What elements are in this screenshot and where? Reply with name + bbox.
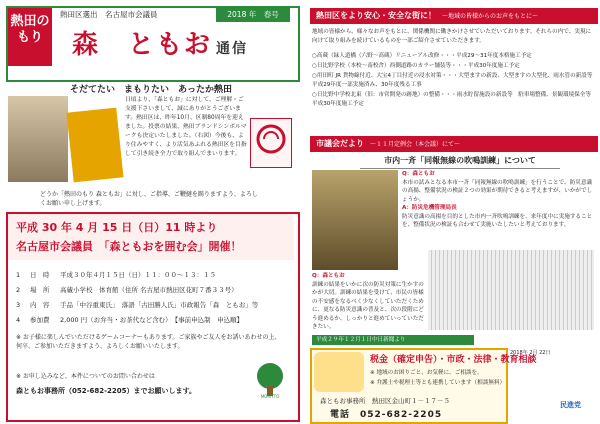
- office-phone: 電話 052-682-2205: [330, 410, 443, 420]
- event-note-2: ※ お申し込みなど、本件についてのお問い合わせは: [16, 373, 155, 380]
- a-text: 防災意識の高揚を目的とした市内一斉吹鳴訓練を、来年度中に実施することを、整備状況の検証も合わせて実施いたしたいと考えております。: [402, 213, 593, 228]
- section-council-header: [310, 136, 598, 152]
- q2-text: 訓練の結果をいかに次の防災対策に生かすのかが大切。訓練の結果を受けて、市民の皆様の不安感をなるべく少なくしていただくために、更なる防災意識の普及と、次の段階にどう進めるか、しっかりと進めていっていただきたい。: [312, 281, 424, 330]
- greeting-closing: どうか「熱田のもり 森ともお」に対し、ご指導、ご鞭撻を賜りますよう、よろしくお願い申し上げます。: [40, 191, 258, 207]
- safety-intro: 地域の皆様から、様々なお声をもとに、関係機関に働きかけさせていただいております。それらの内で、実現に向けて取り組みを続けているものを一部ご紹介させていただきます。: [312, 29, 592, 44]
- book-photo: [66, 108, 123, 183]
- consult-line-1: ※ 地域のお困りごと、お気軽に、ご相談を。: [370, 370, 483, 376]
- council-q2: [312, 272, 424, 332]
- title-suffix: 通信: [216, 41, 249, 57]
- a-label: A：防災危機管理局長: [402, 205, 457, 211]
- newspaper-clipping: [428, 250, 594, 330]
- row-num: 3: [16, 301, 21, 309]
- safety-item-2: ○日比野学校（本校～南校舎）西側道路のカラー舗装等・・・平成30年度施工予定: [312, 63, 520, 69]
- row-value: 高蔵小学校 体育館（住所 名古屋市熱田区花町７番３３号）: [60, 286, 238, 294]
- atsuta-logo: 熱田の もり: [8, 8, 52, 66]
- section-title-text: 市議会だより: [316, 139, 364, 148]
- office-address: 森ともお事務所 熱田区金山町１－１７－５: [320, 397, 450, 405]
- safety-item-1: ○高蔵（緑人道橋（六野～高蔵）リニューアル改修・・・平成29～31年度本格施工予定: [312, 53, 532, 59]
- event-row-4: [16, 315, 243, 324]
- row-num: 4: [16, 316, 21, 324]
- consult-illustration: [314, 352, 364, 392]
- symbol-icon: [251, 119, 291, 167]
- row-label: 日 時: [30, 271, 50, 279]
- newsletter-title: [72, 24, 248, 61]
- greeting-text: 日頃より、「森ともお」に対して、ご理解・ご支援下さいまして、誠にありがとうございます。熱田区は、昨年10月、区制80周年を迎えました。投票の結果、熱田ブランドシンボルマークも決定いたしました。（右図）今後も、より住みやすく、より活気あふれる熱田区を目指して引き続き全力で取り組んでまいります。: [125, 97, 247, 157]
- row-value: 手品「中谷重東氏」 落語「古田勝人氏」市政報告「森 ともお」等: [60, 301, 259, 309]
- mascot-tree: [250, 360, 290, 400]
- section-subtitle: ～１１月定例会（本会議）にて～: [370, 141, 461, 148]
- header-subtitle: 熱田区選出 名古屋市会議員: [60, 10, 158, 19]
- issue-meta: 2018年 2月 22日: [510, 350, 551, 356]
- brand-symbol-mark: [250, 118, 292, 168]
- issue-tag: 2018 年 春号: [216, 8, 290, 22]
- party-logo: 民進党: [560, 401, 581, 409]
- section-title-text: 熱田区をより安心・安全な街に！: [316, 11, 436, 20]
- event-row-3: [16, 300, 258, 309]
- event-contact: 森ともお事務所（052-682-2205）までお願いします。: [16, 387, 196, 395]
- mascot-label: MORITTO: [260, 394, 280, 399]
- row-num: 1: [16, 271, 21, 279]
- tagline: そだてたい まもりたい あったか熱田: [70, 85, 232, 95]
- section-subtitle: ～地域の皆様からのお声をもとに～: [442, 13, 539, 20]
- row-label: 参加費: [30, 316, 50, 324]
- row-value: 平成３０年４月１５日（日）１１：００～１３：１５: [60, 271, 216, 279]
- event-row-1: [16, 270, 216, 279]
- event-date-title: 平成 30 年 4 月 15 日（日）11 時より: [16, 221, 218, 234]
- council-q1: [402, 170, 594, 230]
- row-num: 2: [16, 286, 21, 294]
- safety-item-3: ○用田町 JR 貨物線付近、大宝4丁目付近の浸水対策・・・大型ますの新設、大型ますの大型化、雨水管の新設等 平成29年度一部実施済み、30年度残る工事: [312, 73, 599, 88]
- q-label: Q：森ともお: [402, 171, 435, 177]
- event-title: 名古屋市会議員 「森ともおを囲む会」開催！: [16, 240, 242, 253]
- q-text: 本市の試みとなる本市一斉「同報無線の吹鳴訓練」を行うことで、防災意識の高揚、整備状況の検証２つの効果が期待できると考えますが、いかがでしょうか。: [402, 179, 593, 203]
- portrait-photo: [8, 96, 68, 182]
- consult-line-2: ※ 弁護士や税理士等とも連携しています（相談無料）: [370, 380, 506, 386]
- event-note-1: ※ お子様に楽しんでいただけるゲームコーナーもあります。ご家族やご友人をお誘いあわせの上、何卒、ご参加いただきますよう、よろしくお願いいたします。: [16, 334, 281, 350]
- section-safety-header: [310, 8, 598, 24]
- safety-item-4: ○日比野中学校北東（旧：市営開発の跡地）の整備・・・雨水貯留施設の新設等 駐車場整備、景観環境保全等 平成30年度施工予定: [312, 92, 591, 107]
- q2-label: Q：森ともお: [312, 273, 345, 279]
- council-subsection-title: 市内一斉「同報無線の吹鳴訓練」について: [360, 155, 560, 169]
- row-label: 場 所: [30, 286, 50, 294]
- newspaper-source: 平成２９年１２月１日中日新聞より: [312, 335, 474, 345]
- event-row-2: [16, 285, 238, 294]
- row-value: 2,000 円（お弁当・お茶代など含む） 【事前申込制 申込順】: [60, 316, 244, 324]
- council-photo: [312, 170, 398, 270]
- consult-title: 税金（確定申告）・市政・法律・教育相談: [370, 355, 537, 365]
- row-label: 内 容: [30, 301, 50, 309]
- title-name: 森 ともお: [72, 30, 213, 60]
